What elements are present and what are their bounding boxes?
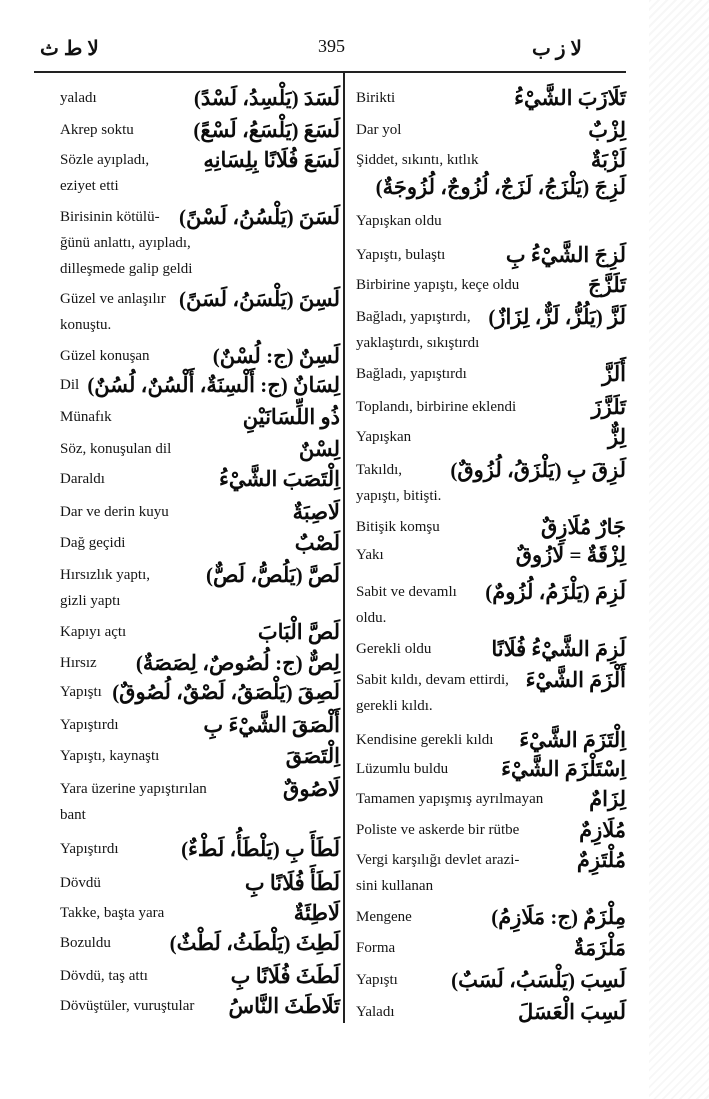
left-column-entry	[60, 500, 340, 528]
left-column-entry	[60, 563, 340, 609]
arabic-headword: اِلْتَصَقَ	[285, 744, 340, 768]
turkish-meaning-continued: oldu.	[356, 610, 387, 626]
left-column-entry	[60, 437, 340, 465]
left-column-entry	[60, 871, 340, 899]
arabic-headword: لَزِجَ (يَلْزَجُ، لَزَجٌ، لُزُوجٌ، لُزُوجَةٌ)	[375, 175, 626, 199]
left-column-entry	[60, 344, 340, 372]
arabic-headword: لَصَّ (يَلُصُّ، لَصٌّ)	[205, 563, 340, 587]
right-column-entry	[356, 543, 626, 571]
turkish-meaning: Münafık	[60, 409, 112, 425]
arabic-headword: لَسَدَ (يَلْسِدُ، لَسْدً)	[193, 86, 340, 110]
header-left-letters: لا ط ث	[40, 38, 99, 60]
right-column-entry	[356, 362, 626, 390]
turkish-meaning: yaladı	[60, 90, 97, 106]
left-column-entry	[60, 964, 340, 992]
right-column-entry	[356, 905, 626, 933]
turkish-meaning: Vergi karşılığı devlet arazi-	[356, 852, 520, 868]
turkish-meaning-continued: dilleşmede galip geldi	[60, 261, 193, 277]
turkish-meaning: Daraldı	[60, 471, 105, 487]
arabic-headword: لَسَعَ (يَلْسَعُ، لَسْعً)	[193, 118, 340, 142]
arabic-headword: تَلَزَّزَ	[591, 395, 626, 419]
turkish-meaning-continued: konuştu.	[60, 317, 112, 333]
arabic-headword: لَطَأَ بِ (يَلْطَأُ، لَطْءٌ)	[181, 837, 340, 861]
turkish-meaning: Söz, konuşulan dil	[60, 441, 172, 457]
arabic-headword: لَصْبٌ	[294, 531, 340, 555]
turkish-meaning: Yapıştı, bulaştı	[356, 247, 446, 263]
right-column-entry	[356, 273, 626, 301]
left-column-entry	[60, 118, 340, 146]
arabic-headword: لَاصُوقٌ	[283, 777, 340, 801]
arabic-headword: أَلْصَقَ الشَّيْءَ بِ	[203, 713, 340, 737]
left-column-entry	[60, 86, 340, 114]
right-column-entry	[356, 580, 626, 626]
right-column-entry	[356, 395, 626, 423]
turkish-meaning: Birikti	[356, 90, 396, 106]
turkish-meaning: Yara üzerine yapıştırılan	[60, 781, 207, 797]
turkish-meaning: Hırsız	[60, 655, 97, 671]
right-column-entry	[356, 86, 626, 114]
right-column-entry	[356, 175, 626, 229]
right-column-entry	[356, 728, 626, 756]
header-rule	[34, 71, 626, 73]
right-column-entry	[356, 848, 626, 894]
turkish-meaning: Dar ve derin kuyu	[60, 504, 169, 520]
arabic-headword: لِزَامٌ	[589, 787, 626, 811]
arabic-headword: لَاصِبَةٌ	[292, 500, 340, 524]
arabic-headword: لَزِمَ (يَلْزَمُ، لُزُومٌ)	[485, 580, 626, 604]
right-column-entry	[356, 305, 626, 351]
arabic-headword: لَصِقَ (يَلْصَقُ، لَصْقٌ، لُصُوقٌ)	[112, 680, 340, 704]
right-column-entry	[356, 243, 626, 271]
arabic-headword: لَسِبَ الْعَسَلَ	[517, 1000, 626, 1024]
right-column-entry	[356, 818, 626, 846]
turkish-meaning-continued: eziyet etti	[60, 178, 119, 194]
turkish-meaning: Bozuldu	[60, 935, 111, 951]
turkish-meaning: Bağladı, yapıştırdı	[356, 366, 467, 382]
turkish-meaning: Tamamen yapışmış ayrılmayan	[356, 791, 544, 807]
turkish-meaning: Kapıyı açtı	[60, 624, 127, 640]
right-column-entry	[356, 425, 626, 453]
arabic-headword: لَسِبَ (يَلْسَبُ، لَسَبٌ)	[451, 968, 626, 992]
turkish-meaning: Bağladı, yapıştırdı,	[356, 309, 471, 325]
arabic-headword: لَزِجَ الشَّيْءُ بِ	[505, 243, 626, 267]
turkish-meaning: Poliste ve askerde bir rütbe	[356, 822, 520, 838]
left-column-entry	[60, 651, 340, 679]
right-column-entry	[356, 787, 626, 815]
column-divider	[343, 73, 345, 1023]
left-column-entry	[60, 680, 340, 708]
arabic-headword: أَلْزَمَ الشَّيْءَ	[525, 668, 626, 692]
left-column-entry	[60, 713, 340, 741]
turkish-meaning: Güzel konuşan	[60, 348, 150, 364]
turkish-meaning: Yakı	[356, 547, 384, 563]
right-column-entry	[356, 118, 626, 146]
left-column-entry	[60, 405, 340, 433]
turkish-meaning: Takıldı,	[356, 462, 403, 478]
turkish-meaning: Toplandı, birbirine eklendi	[356, 399, 517, 415]
right-column-entry	[356, 968, 626, 996]
left-column-entry	[60, 148, 340, 194]
turkish-meaning-continued: ğünü anlattı, ayıpladı,	[60, 235, 191, 251]
turkish-meaning: Güzel ve anlaşılır	[60, 291, 166, 307]
left-column-entry	[60, 777, 340, 823]
turkish-meaning: Dar yol	[356, 122, 402, 138]
arabic-headword: لَسَنَ (يَلْسُنُ، لَسْنً)	[178, 205, 340, 229]
turkish-meaning: Dil	[60, 377, 80, 393]
arabic-headword: لِزْبٌ	[588, 118, 626, 142]
right-column-entry	[356, 668, 626, 714]
left-column-entry	[60, 837, 340, 865]
left-column-entry	[60, 467, 340, 495]
left-column-entry	[60, 901, 340, 929]
turkish-meaning: Yapıştı	[356, 972, 398, 988]
right-column-entry	[356, 515, 626, 543]
turkish-meaning-continued: Yapışkan oldu	[356, 213, 442, 229]
page-edge-texture	[649, 0, 709, 1099]
arabic-headword: لَسِنَ (يَلْسَنُ، لَسَنً)	[178, 287, 340, 311]
turkish-meaning-continued: gerekli kıldı.	[356, 698, 433, 714]
arabic-headword: أَلَزَّ	[602, 362, 626, 386]
arabic-headword: اِلْتَزَمَ الشَّيْءَ	[519, 728, 626, 752]
header-right-letters: لا ز ب	[532, 38, 582, 60]
arabic-headword: اِلْتَصَبَ الشَّيْءُ	[219, 467, 340, 491]
turkish-meaning: Yapışkan	[356, 429, 412, 445]
arabic-headword: لِسْنٌ	[298, 437, 340, 461]
arabic-headword: لِزْقَةٌ = لَازُوقٌ	[515, 543, 626, 567]
turkish-meaning: Dağ geçidi	[60, 535, 126, 551]
turkish-meaning: Sabit ve devamlı	[356, 584, 457, 600]
arabic-headword: تَلَاطَثَ النَّاسُ	[228, 994, 340, 1018]
left-column-entry	[60, 620, 340, 648]
turkish-meaning: Mengene	[356, 909, 412, 925]
arabic-headword: لَاطِئَةٌ	[293, 901, 340, 925]
turkish-meaning: Dövüştüler, vuruştular	[60, 998, 195, 1014]
arabic-headword: مِلْزَمٌ (ج: مَلَازِمُ)	[491, 905, 626, 929]
arabic-headword: لِصٌّ (ج: لُصُوصٌ، لِصَصَةٌ)	[135, 651, 340, 675]
arabic-headword: لَصَّ الْبَابَ	[257, 620, 340, 644]
turkish-meaning: Takke, başta yara	[60, 905, 165, 921]
arabic-headword: مُلْتَزِمٌ	[576, 848, 626, 872]
turkish-meaning-continued: yaklaştırdı, sıkıştırdı	[356, 335, 480, 351]
left-column-entry	[60, 931, 340, 959]
turkish-meaning: Kendisine gerekli kıldı	[356, 732, 494, 748]
left-column-entry	[60, 531, 340, 559]
turkish-meaning: Yapıştı	[60, 684, 102, 700]
turkish-meaning: Yapıştırdı	[60, 717, 119, 733]
arabic-headword: لِزٌّ	[608, 425, 626, 449]
arabic-headword: ذُو اللِّسَانَيْنِ	[242, 405, 340, 429]
arabic-headword: لِسَانٌ (ج: أَلْسِنَةٌ، أَلْسُنٌ، لُسُنٌ)	[87, 373, 340, 397]
right-column-entry	[356, 1000, 626, 1028]
turkish-meaning: Lüzumlu buldu	[356, 761, 449, 777]
left-column-entry	[60, 744, 340, 772]
page-number: 395	[318, 36, 345, 56]
arabic-headword: تَلَزَّجَ	[588, 273, 626, 297]
turkish-meaning: Dövdü, taş attı	[60, 968, 148, 984]
right-column-entry	[356, 637, 626, 665]
turkish-meaning: Birisinin kötülü-	[60, 209, 160, 225]
turkish-meaning: Birbirine yapıştı, keçe oldu	[356, 277, 520, 293]
turkish-meaning: Bitişik komşu	[356, 519, 440, 535]
arabic-headword: مُلَازِمٌ	[579, 818, 626, 842]
right-column-entry	[356, 458, 626, 504]
turkish-meaning: Hırsızlık yaptı,	[60, 567, 150, 583]
turkish-meaning-continued: bant	[60, 807, 86, 823]
turkish-meaning: Akrep soktu	[60, 122, 134, 138]
turkish-meaning: Yapıştı, kaynaştı	[60, 748, 160, 764]
turkish-meaning: Sözle ayıpladı,	[60, 152, 150, 168]
turkish-meaning: Dövdü	[60, 875, 101, 891]
turkish-meaning-continued: yapıştı, bitişti.	[356, 488, 442, 504]
arabic-headword: لَسَعَ فُلَانًا بِلِسَانِهِ	[203, 148, 340, 172]
arabic-headword: لَزْبَةٌ	[590, 148, 626, 172]
arabic-headword: لَزِقَ بِ (يَلْزَقُ، لُزُوقٌ)	[450, 458, 626, 482]
right-column-entry	[356, 757, 626, 785]
arabic-headword: لَطَأَ فُلَانًا بِ	[244, 871, 340, 895]
turkish-meaning-continued: sini kullanan	[356, 878, 434, 894]
arabic-headword: اِسْتَلْزَمَ الشَّيْءَ	[501, 757, 626, 781]
turkish-meaning-continued: gizli yaptı	[60, 593, 121, 609]
arabic-headword: جَارٌ مُلَازِقٌ	[541, 515, 626, 539]
turkish-meaning: Şiddet, sıkıntı, kıtlık	[356, 152, 479, 168]
right-column-entry	[356, 148, 626, 176]
left-column-entry	[60, 373, 340, 401]
left-column-entry	[60, 287, 340, 333]
left-column-entry	[60, 205, 340, 277]
arabic-headword: مَلْزَمَةٌ	[573, 936, 626, 960]
arabic-headword: لَطِثَ (يَلْطَثُ، لَطْثٌ)	[169, 931, 340, 955]
arabic-headword: لَزِمَ الشَّيْءُ فُلَانًا	[491, 637, 626, 661]
arabic-headword: تَلَازَبَ الشَّيْءُ	[514, 86, 626, 110]
turkish-meaning: Yapıştırdı	[60, 841, 119, 857]
turkish-meaning: Sabit kıldı, devam ettirdi,	[356, 672, 509, 688]
right-column-entry	[356, 936, 626, 964]
arabic-headword: لَسِنٌ (ج: لُسْنٌ)	[212, 344, 340, 368]
turkish-meaning: Gerekli oldu	[356, 641, 432, 657]
left-column-entry	[60, 994, 340, 1022]
turkish-meaning: Forma	[356, 940, 396, 956]
turkish-meaning: Yaladı	[356, 1004, 395, 1020]
arabic-headword: لَطَثَ فُلَانًا بِ	[230, 964, 340, 988]
arabic-headword: لَزَّ (يَلُزُّ، لَزٌّ، لِزَازٌ)	[488, 305, 626, 329]
